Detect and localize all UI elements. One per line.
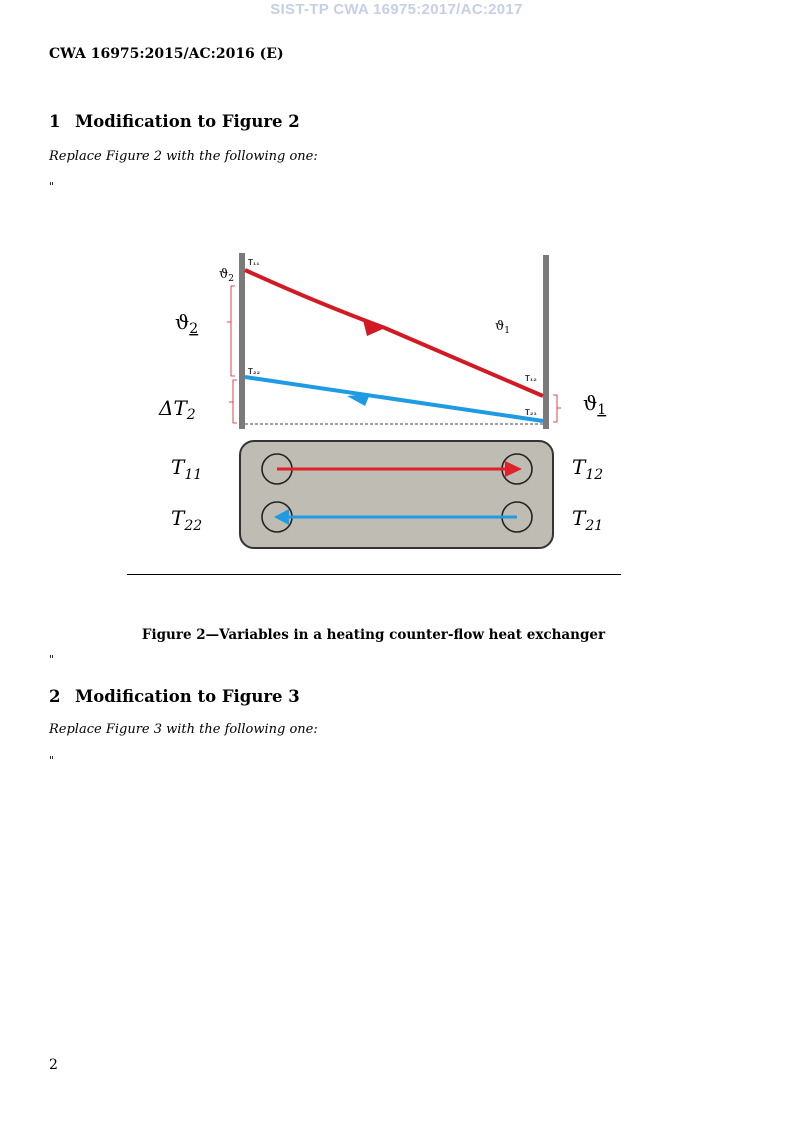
label-t12-small: T₁₂	[525, 374, 537, 383]
label-t11-small: T₁₁	[248, 258, 260, 267]
label-t22-large: $T_{22}$	[171, 506, 203, 534]
section-2-instruction: Replace Figure 3 with the following one:	[49, 722, 318, 737]
section-1-heading	[49, 112, 300, 131]
label-theta1-small: $ϑ_1$	[495, 319, 511, 336]
label-delta-t2: $\Delta T_2$	[159, 396, 196, 423]
label-t21-large: $T_{21}$	[572, 506, 604, 534]
heat-exchanger-figure	[127, 228, 621, 558]
label-t21-small: T₂₁	[525, 408, 537, 417]
label-theta2-large: $ϑ_2$	[175, 310, 199, 337]
section-1-instruction: Replace Figure 2 with the following one:	[49, 149, 318, 164]
right-wall	[543, 255, 549, 429]
figure-bottom-rule	[127, 574, 621, 575]
theta2-bracket	[227, 286, 235, 376]
label-t11-large: $T_{11}$	[171, 455, 203, 483]
section-1-title: Modification to Figure 2	[75, 112, 300, 131]
section-2-title: Modification to Figure 3	[75, 687, 300, 706]
cold-fluid-line	[245, 377, 543, 421]
section-1-open-quote: "	[49, 180, 55, 193]
document-id: CWA 16975:2015/AC:2016 (E)	[49, 46, 284, 62]
section-2-number: 2	[49, 687, 61, 706]
section-2-heading	[49, 687, 300, 706]
figure-2-caption: Figure 2—Variables in a heating counter-flow heat exchanger	[141, 627, 606, 643]
page-number: 2	[49, 1057, 58, 1073]
section-1-number: 1	[49, 112, 61, 131]
section-1-close-quote: "	[49, 653, 55, 666]
left-wall	[239, 253, 245, 429]
label-theta1-large: $ϑ_1$	[583, 391, 607, 418]
label-t12-large: $T_{12}$	[572, 455, 604, 483]
cold-fluid-arrow	[347, 394, 370, 406]
label-theta2-small: $ϑ_2$	[219, 267, 235, 284]
label-t22-small: T₂₂	[248, 367, 260, 376]
watermark: SIST-TP CWA 16975:2017/AC:2017	[270, 1, 523, 18]
delta-t2-bracket	[229, 380, 237, 423]
theta1-bracket	[553, 395, 561, 422]
section-2-open-quote: "	[49, 754, 55, 767]
